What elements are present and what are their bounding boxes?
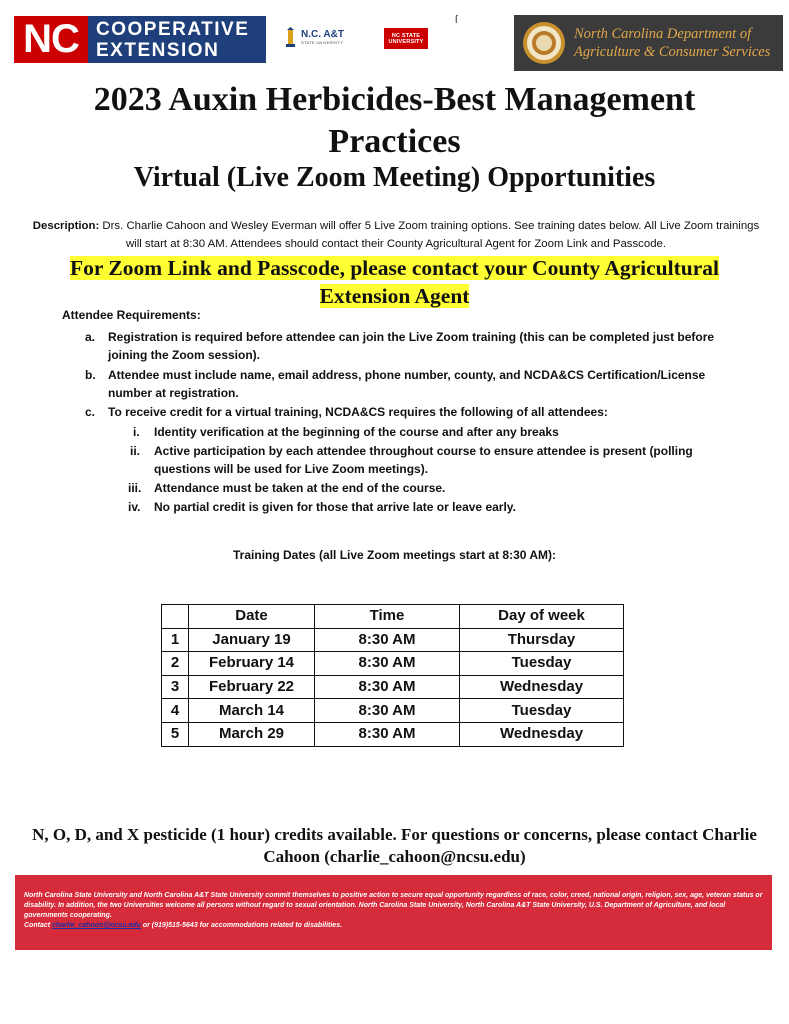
ncda-logo [514, 15, 783, 71]
contact-email-link[interactable]: charlie_cahoon@ncsu.edu [52, 922, 141, 929]
pesticide-credits-note: N, O, D, and X pesticide (1 hour) credits available. For questions or concerns, please contact Charlie Cahoon (charlie_cahoon@ncsu.edu) [32, 825, 757, 866]
nc-state-logo-line1: NC STATE [391, 32, 421, 39]
table-cell: 5 [162, 722, 189, 746]
ncda-logo-line1: North Carolina Department of [574, 26, 752, 42]
extension-wordmark [88, 16, 266, 63]
requirement-c-marker: c. [85, 405, 96, 419]
extension-wordmark-line1: COOPERATIVE [96, 18, 250, 40]
table-cell: 8:30 AM [315, 675, 460, 699]
table-row [162, 652, 624, 676]
requirement-a-marker: a. [85, 330, 96, 344]
table-cell: Tuesday [460, 652, 624, 676]
aggie-tower-icon [284, 27, 297, 47]
ncat-logo-sub: STATE UNIVERSITY [301, 39, 344, 45]
table-cell: 1 [162, 628, 189, 652]
requirement-b-text: Attendee must include name, email address, phone number, county, and NCDA&CS Certification/License number at registration. [108, 368, 706, 400]
requirement-b-marker: b. [85, 368, 96, 382]
table-header-cell: Time [315, 605, 460, 629]
nc-state-logo [384, 28, 428, 49]
zoom-contact-banner [30, 254, 759, 310]
nc-state-logo-line2: UNIVERSITY [388, 38, 424, 45]
requirement-c-ii-text: Active participation by each attendee throughout course to ensure attendee is present (polling questions will be used for Live Zoom meetings). [154, 444, 693, 476]
table-header-row [162, 605, 624, 629]
nc-logo-mark: NC [14, 16, 88, 63]
description-text: Drs. Charlie Cahoon and Wesley Everman will offer 5 Live Zoom training options. See training dates below. All Live Zoom trainings will start at 8:30 AM. Attendees should contact their County Agricultural Agent for Zoom Link and Passcode. [99, 220, 760, 250]
page-title: 2023 Auxin Herbicides-Best Management Practices [93, 81, 696, 160]
requirement-c-i-text: Identity verification at the beginning of the course and after any breaks [154, 425, 559, 439]
footer-statement: North Carolina State University and North Carolina A&T State University commit themselves to positive action to secure equal opportunity regardless of race, color, creed, national origin, religion, sex, age, veteran status or disability. In addition, the two Universities welcome all persons without regard to sexual orientation. North Carolina State University, North Carolina A&T State University, U.S. Department of Agriculture, and local governments cooperating. [24, 892, 763, 919]
requirements-heading: Attendee Requirements: [62, 308, 201, 322]
requirement-c-text: To receive credit for a virtual training, NCDA&CS requires the following of all attendees: [108, 405, 608, 419]
table-cell: 8:30 AM [315, 699, 460, 723]
table-cell: Wednesday [460, 675, 624, 699]
table-cell: Thursday [460, 628, 624, 652]
extension-wordmark-line2: EXTENSION [96, 39, 220, 61]
description-paragraph [25, 217, 767, 253]
requirement-c-iv-text: No partial credit is given for those that arrive late or leave early. [154, 500, 516, 514]
table-cell: Wednesday [460, 722, 624, 746]
requirement-c-i-marker: i. [133, 425, 140, 439]
table-cell: February 14 [189, 652, 315, 676]
requirement-c-iv-marker: iv. [128, 500, 141, 514]
table-row [162, 675, 624, 699]
table-cell: March 14 [189, 699, 315, 723]
table-cell: 4 [162, 699, 189, 723]
requirement-a-text: Registration is required before attendee can join the Live Zoom training (this can be completed just before joining the Zoom session). [108, 330, 715, 362]
equal-opportunity-footer [15, 875, 772, 950]
table-cell: 8:30 AM [315, 722, 460, 746]
ncda-seal-icon [522, 21, 566, 65]
table-header-cell: Day of week [460, 605, 624, 629]
stray-mark: ſ [455, 14, 458, 26]
ncat-logo-name: N.C. A&T [301, 28, 344, 40]
page-subtitle: Virtual (Live Zoom Meeting) Opportunities [133, 162, 656, 193]
table-row [162, 699, 624, 723]
table-cell: 8:30 AM [315, 652, 460, 676]
nc-cooperative-extension-logo [14, 16, 266, 63]
requirement-c-iii-text: Attendance must be taken at the end of the course. [154, 481, 446, 495]
table-row [162, 628, 624, 652]
table-cell: 3 [162, 675, 189, 699]
ncda-logo-line2: Agriculture & Consumer Services [574, 44, 771, 60]
table-row [162, 722, 624, 746]
zoom-contact-text: For Zoom Link and Passcode, please contact your County Agricultural Extension Agent [69, 256, 719, 308]
table-cell: 2 [162, 652, 189, 676]
table-cell: Tuesday [460, 699, 624, 723]
table-header-cell [162, 605, 189, 629]
table-cell: January 19 [189, 628, 315, 652]
table-cell: March 29 [189, 722, 315, 746]
training-dates-table [161, 604, 624, 747]
training-dates-heading: Training Dates (all Live Zoom meetings start at 8:30 AM): [233, 548, 556, 562]
footer-contact-suffix: or (919)515-5643 for accommodations related to disabilities. [140, 922, 343, 929]
footer-contact-prefix: Contact [24, 922, 52, 929]
footer-contact [24, 921, 764, 931]
table-cell: February 22 [189, 675, 315, 699]
requirement-c-ii-marker: ii. [130, 444, 141, 458]
description-label: Description: [32, 220, 100, 232]
ncat-logo [284, 27, 344, 47]
table-cell: 8:30 AM [315, 628, 460, 652]
table-header-cell: Date [189, 605, 315, 629]
requirement-c-iii-marker: iii. [128, 481, 142, 495]
